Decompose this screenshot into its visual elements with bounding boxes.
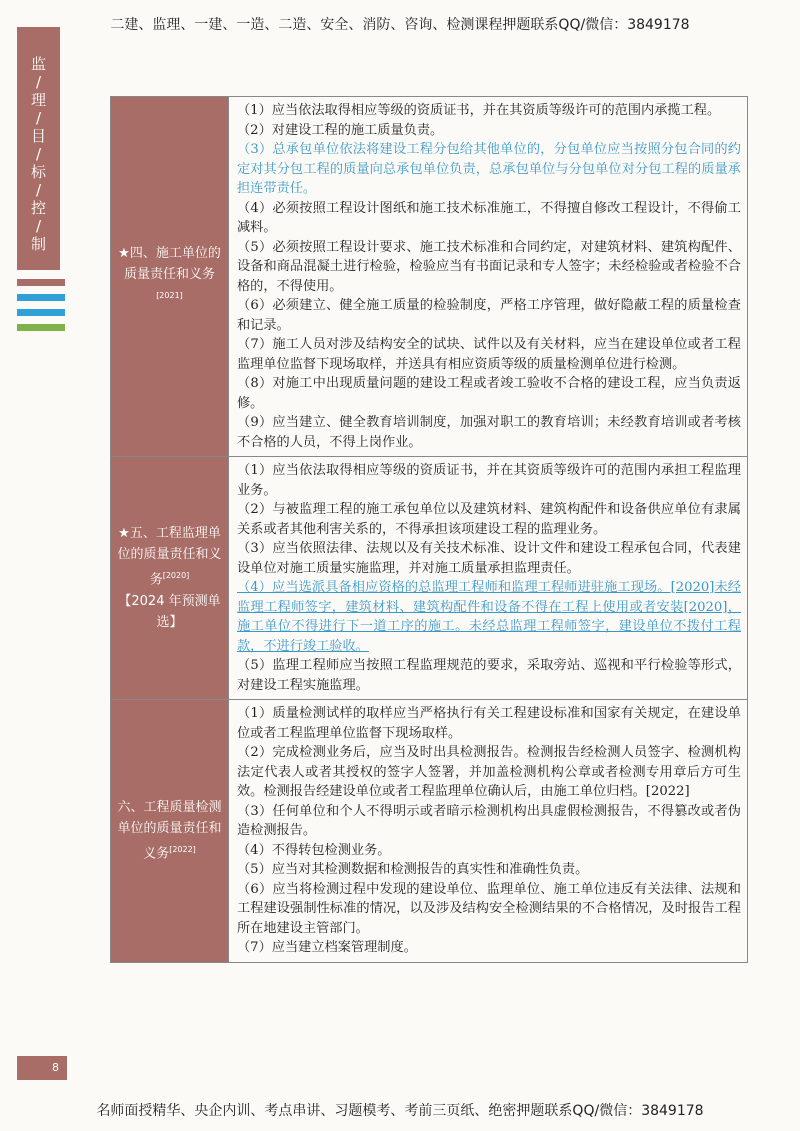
chapter-side-tab	[17, 27, 60, 270]
side-tab-char: 监	[30, 55, 46, 73]
side-tab-char: /	[35, 73, 42, 91]
clause-item: （2）与被监理工程的施工承包单位以及建筑材料、建筑构配件和设备供应单位有隶属关系或者其他利害关系的，不得承担该项建设工程的监理业务。	[237, 502, 741, 537]
side-tab-char: /	[35, 109, 42, 127]
section-title-cell	[111, 97, 229, 456]
stripe-green	[17, 324, 65, 331]
responsibility-table	[110, 96, 748, 963]
clause-item: （1）应当依法取得相应等级的资质证书，并在其资质等级许可的范围内承担工程监理业务。	[237, 463, 741, 498]
clause-item: （5）必须按照工程设计要求、施工技术标准和合同约定，对建筑材料、建筑构配件、设备和商品混凝土进行检验，检验应当有书面记录和专人签字；未经检验或者检验不合格的，不得使用。	[237, 239, 741, 294]
side-tab-char: /	[35, 181, 42, 199]
section-year: [2021]	[156, 290, 183, 300]
clause-item: （3）任何单位和个人不得明示或者暗示检测机构出具虚假检测报告，不得篡改或者伪造检测报告。	[237, 803, 741, 838]
clause-item: （4）必须按照工程设计图纸和施工技术标准施工，不得擅自修改工程设计，不得偷工减料。	[237, 200, 741, 235]
section-year: [2022]	[169, 845, 196, 855]
clause-item: （7）施工人员对涉及结构安全的试块、试件以及有关材料，应当在建设单位或者工程监理单位监督下现场取样，并送具有相应资质等级的质量检测单位进行检测。	[237, 337, 741, 372]
section-content	[229, 97, 747, 456]
section-title-cell	[111, 457, 229, 699]
clause-item: （7）应当建立档案管理制度。	[237, 940, 417, 955]
side-tab-char: 理	[30, 91, 46, 109]
clause-item: （1）应当依法取得相应等级的资质证书，并在其资质等级许可的范围内承揽工程。	[237, 103, 721, 118]
page-number: 8	[17, 1056, 67, 1080]
section-content	[229, 700, 747, 962]
section-row-supervision	[111, 457, 747, 700]
section-row-testing	[111, 700, 747, 962]
clause-item: （2）对建设工程的施工质量负责。	[237, 122, 444, 138]
stripe-blue-2	[17, 309, 65, 316]
clause-item: （3）总承包单位依法将建设工程分包给其他单位的，分包单位应当按照分包合同的约定对其分包工程的质量向总承包单位负责，总承包单位与分包单位对分包工程的质量承担连带责任。	[237, 142, 741, 196]
section-content	[229, 457, 747, 699]
side-tab-char: /	[35, 145, 42, 163]
section-prediction-tag: 【2024 年预测单选】	[118, 593, 221, 630]
bottom-banner: 名师面授精华、央企内训、考点串讲、习题模考、考前三页纸、绝密押题联系QQ/微信：3849178	[96, 1103, 704, 1119]
section-year: [2020]	[162, 571, 190, 581]
section-title: ★四、施工单位的质量责任和义务	[118, 245, 221, 282]
clause-item: （4）应当选派具备相应资格的总监理工程师和监理工程师进驻施工现场。[2020]未经监理工程师签字，建筑材料、建筑构配件和设备不得在工程上使用或者安装[2020]，施工单位不得进行下一道工序的施工。未经总监理工程师签字，建设单位不拨付工程款，不进行竣工验收。	[237, 580, 741, 654]
clause-item: （6）应当将检测过程中发现的建设单位、监理单位、施工单位违反有关法律、法规和工程建设强制性标准的情况，以及涉及结构安全检测结果的不合格情况，及时报告工程所在地建设主管部门。	[237, 881, 741, 936]
clause-item: （6）必须建立、健全施工质量的检验制度，严格工序管理，做好隐蔽工程的质量检查和记录。	[237, 298, 741, 333]
clause-item: （4）不得转包检测业务。	[237, 842, 391, 858]
clause-item: （2）完成检测业务后，应当及时出具检测报告。检测报告经检测人员签字、检测机构法定代表人或者其授权的签字人签署，并加盖检测机构公章或者检测专用章后方可生效。检测报告经建设单位或者工程监理单位确认后，由施工单位归档。[2022]	[237, 745, 741, 799]
clause-item: （9）应当建立、健全教育培训制度，加强对职工的教育培训；未经教育培训或者考核不合格的人员，不得上岗作业。	[237, 415, 741, 450]
side-tab-char: /	[35, 217, 42, 235]
side-tab-char: 控	[30, 199, 46, 217]
section-title: ★五、工程监理单位的质量责任和义务	[117, 526, 222, 588]
section-row-construction	[111, 97, 747, 457]
side-tab-char: 制	[30, 235, 46, 253]
stripe-brown-1	[17, 279, 65, 286]
stripe-blue-1	[17, 294, 65, 301]
top-banner: 二建、监理、一建、一造、二造、安全、消防、咨询、检测课程押题联系QQ/微信：3849178	[110, 17, 690, 33]
clause-item: （5）应当对其检测数据和检测报告的真实性和准确性负责。	[237, 862, 589, 877]
clause-item: （3）应当依照法律、法规以及有关技术标准、设计文件和建设工程承包合同，代表建设单位对施工质量实施监理，并对施工质量承担监理责任。	[237, 541, 741, 576]
side-tab-char: 目	[30, 127, 46, 145]
section-title-cell	[111, 700, 229, 962]
section-title: 六、工程质量检测单位的质量责任和义务	[117, 800, 222, 862]
clause-item: （1）质量检测试样的取样应当严格执行有关工程建设标准和国家有关规定，在建设单位或者工程监理单位监督下现场取样。	[237, 706, 741, 741]
side-tab-char: 标	[30, 163, 46, 181]
clause-item: （8）对施工中出现质量问题的建设工程或者竣工验收不合格的建设工程，应当负责返修。	[237, 376, 741, 411]
clause-item: （5）监理工程师应当按照工程监理规范的要求，采取旁站、巡视和平行检验等形式，对建设工程实施监理。	[237, 658, 741, 693]
